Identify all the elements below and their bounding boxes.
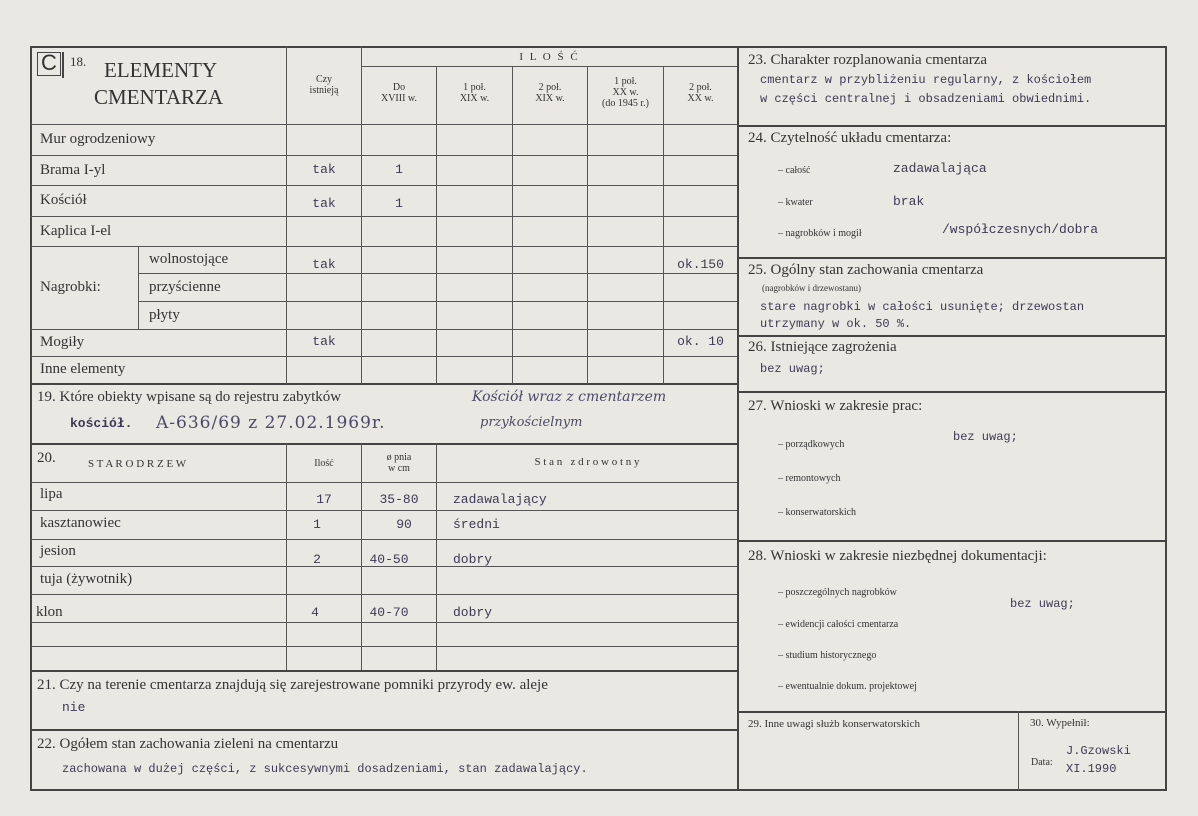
- section-19-handwritten-2: A-636/69 z 27.02.1969r.: [156, 413, 386, 433]
- s24-item-value: zadawalająca: [893, 161, 987, 176]
- row-label-przyscienne: przyścienne: [149, 279, 221, 295]
- tree-pien: 40-50: [369, 552, 409, 567]
- section-27-label: 27. Wnioski w zakresie prac:: [748, 398, 923, 414]
- section-18-title-1: ELEMENTY: [104, 58, 218, 82]
- row-label-mogily: Mogiły: [40, 334, 85, 350]
- s27-item: – porządkowych: [778, 439, 845, 450]
- section-23-label: 23. Charakter rozplanowania cmentarza: [748, 52, 988, 68]
- s24-item-value: brak: [893, 194, 925, 209]
- section-24-label: 24. Czytelność układu cmentarza:: [748, 130, 952, 146]
- section-19-handwritten-3: przykościelnym: [480, 415, 583, 430]
- section-19-typed: kościół.: [70, 416, 133, 431]
- s28-item: – studium historycznego: [778, 650, 877, 661]
- section-26-value: bez uwag;: [760, 362, 825, 376]
- col-ilosc-header: I L O Ś Ć: [519, 51, 580, 63]
- section-25-value-1: stare nagrobki w całości usunięte; drzewostan: [760, 300, 1085, 314]
- section-18-title-2: CMENTARZA: [94, 85, 223, 109]
- section-28-label: 28. Wnioski w zakresie niezbędnej dokumentacji:: [748, 548, 1047, 564]
- col-1pol-xix: 1 poł. XIX w.: [459, 82, 490, 104]
- section-21-label: 21. Czy na terenie cmentarza znajdują się zarejestrowane pomniki przyrody ew. aleje: [37, 677, 548, 693]
- row-label-brama: Brama I-yl: [40, 162, 106, 178]
- value-mogily-czy: tak: [312, 334, 336, 349]
- tree-pien: 90: [396, 517, 412, 532]
- value-wolno-2xx: ok.150: [677, 257, 724, 272]
- s24-item-label: – całość: [778, 165, 811, 176]
- tree-stan: średni: [453, 517, 500, 532]
- tree-name: klon: [36, 604, 63, 620]
- section-27-value: bez uwag;: [953, 430, 1018, 444]
- s24-item-label: – kwater: [778, 197, 813, 208]
- section-25-label: 25. Ogólny stan zachowania cmentarza: [748, 262, 984, 278]
- s24-item-value: /współczesnych/dobra: [942, 222, 1099, 237]
- row-label-wolnostojace: wolnostojące: [149, 251, 229, 267]
- value-mogily-2xx: ok. 10: [677, 334, 724, 349]
- tree-name: lipa: [40, 486, 63, 502]
- row-label-mur: Mur ogrodzeniowy: [40, 131, 156, 147]
- tree-name: jesion: [40, 543, 76, 559]
- col-stan: S t a n z d r o w o t n y: [534, 456, 640, 468]
- s28-item: – poszczególnych nagrobków: [778, 587, 897, 598]
- col-czy-istnieja: Czy istnieją: [309, 74, 339, 96]
- row-label-kosciol: Kościół: [40, 192, 87, 208]
- row-label-kaplica: Kaplica I-el: [40, 223, 112, 239]
- section-30-data-label: Data:: [1031, 757, 1053, 768]
- section-22-value: zachowana w dużej części, z sukcesywnymi dosadzeniami, stan zadawalający.: [62, 762, 588, 776]
- tree-name: kasztanowiec: [40, 515, 121, 531]
- tree-ilosc: 1: [313, 517, 321, 532]
- value-wolno-czy: tak: [312, 257, 336, 272]
- s27-item: – remontowych: [778, 473, 841, 484]
- tree-ilosc: 17: [316, 492, 332, 507]
- form-letter: C: [41, 50, 57, 75]
- section-29-label: 29. Inne uwagi służb konserwatorskich: [748, 718, 920, 730]
- section-19-label: 19. Które obiekty wpisane są do rejestru zabytków: [37, 389, 342, 405]
- section-25-value-2: utrzymany w ok. 50 %.: [760, 317, 912, 331]
- s24-item-label: – nagrobków i mogił: [778, 228, 862, 239]
- tree-pien: 35-80: [379, 492, 419, 507]
- section-28-value: bez uwag;: [1010, 597, 1075, 611]
- section-26-label: 26. Istniejące zagrożenia: [748, 339, 897, 355]
- section-19-handwritten-1: Kościół wraz z cmentarzem: [472, 389, 667, 405]
- s28-item: – ewidencji całości cmentarza: [778, 619, 899, 630]
- section-23-value-1: cmentarz w przybliżeniu regularny, z kościołem: [760, 73, 1092, 87]
- row-label-inne: Inne elementy: [40, 361, 126, 377]
- value-kosciol-do: 1: [395, 196, 403, 211]
- section-30-name: J.Gzowski: [1066, 744, 1131, 758]
- section-30-date: XI.1990: [1066, 762, 1117, 776]
- section-18-number: 18.: [70, 54, 87, 69]
- section-20-number: 20.: [37, 450, 56, 466]
- section-22-label: 22. Ogółem stan zachowania zieleni na cmentarzu: [37, 736, 339, 752]
- value-brama-do: 1: [395, 162, 403, 177]
- section-25-sub: (nagrobków i drzewostanu): [762, 283, 861, 293]
- tree-stan: dobry: [453, 605, 493, 620]
- tree-ilosc: 2: [313, 552, 321, 567]
- col-do-xviii: Do XVIII w.: [380, 82, 417, 104]
- tree-ilosc: 4: [311, 605, 319, 620]
- s27-item: – konserwatorskich: [778, 507, 857, 518]
- col-ilosc: Ilość: [314, 458, 334, 469]
- tree-name: tuja (żywotnik): [40, 571, 133, 587]
- value-brama-czy: tak: [312, 162, 336, 177]
- section-30-label: 30. Wypełnił:: [1030, 717, 1090, 729]
- row-label-nagrobki: Nagrobki:: [40, 279, 101, 295]
- col-2pol-xx: 2 poł. XX w.: [687, 82, 714, 104]
- section-23-value-2: w części centralnej i obsadzeniami obwiednimi.: [760, 92, 1092, 106]
- tree-stan: zadawalający: [453, 492, 547, 507]
- col-2pol-xix: 2 poł. XIX w.: [535, 82, 565, 104]
- section-20-title: S T A R O D R Z E W: [88, 458, 187, 470]
- row-label-plyty: płyty: [149, 307, 180, 323]
- s28-item: – ewentualnie dokum. projektowej: [778, 681, 917, 692]
- tree-pien: 40-70: [369, 605, 409, 620]
- value-kosciol-czy: tak: [312, 196, 336, 211]
- col-1pol-xx: 1 poł. XX w. (do 1945 r.): [602, 76, 649, 109]
- section-21-value: nie: [62, 700, 86, 715]
- tree-stan: dobry: [453, 552, 493, 567]
- col-pnia: ø pnia w cm: [386, 452, 412, 474]
